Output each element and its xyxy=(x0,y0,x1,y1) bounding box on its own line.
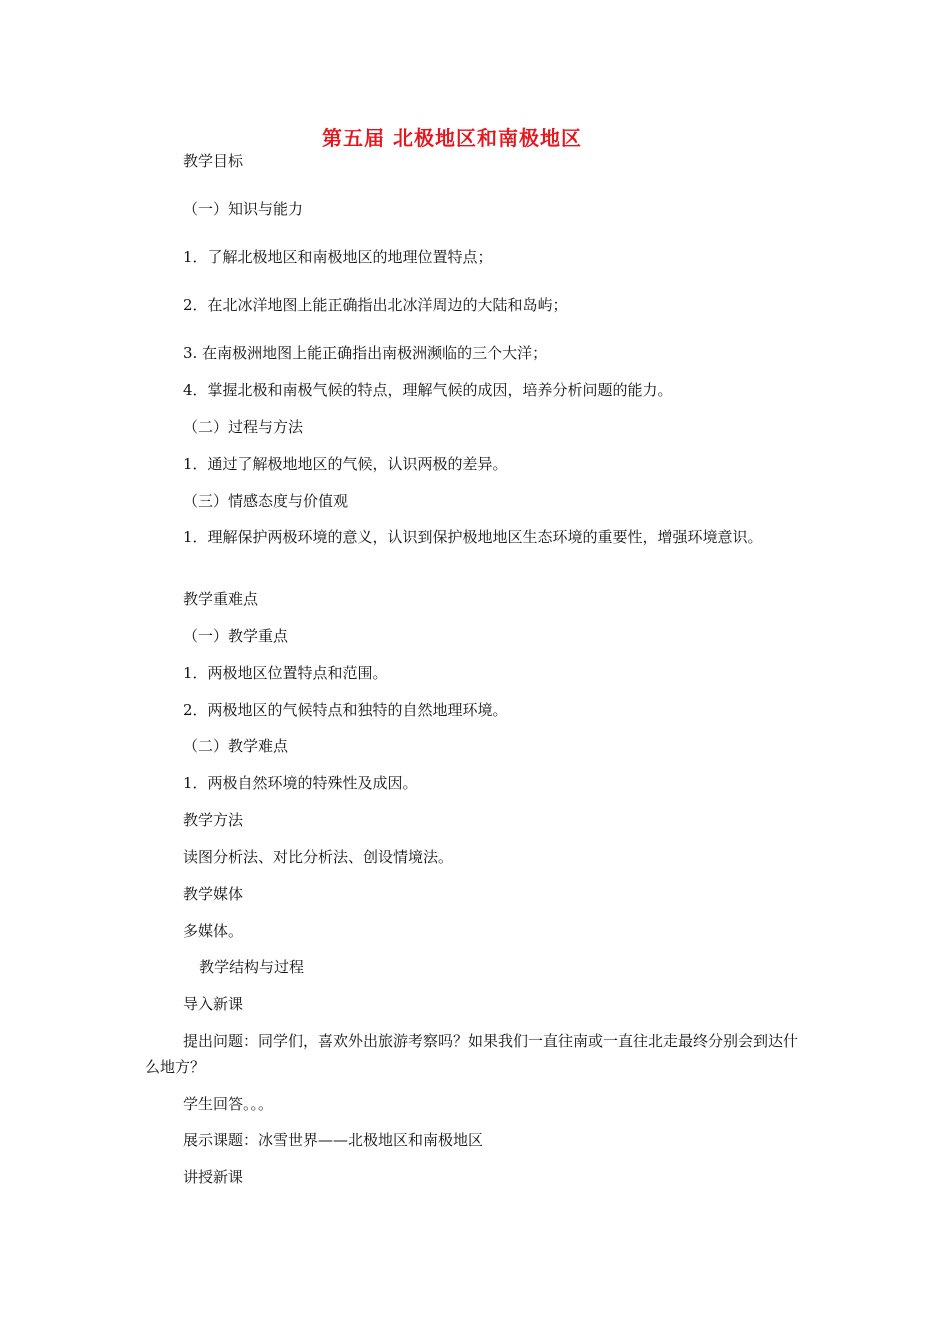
subsection-emotion-values: （三）情感态度与价值观 xyxy=(183,492,349,510)
section-heading-new-lesson: 讲授新课 xyxy=(183,1168,244,1186)
goal-item-3: 3. 在南极洲地图上能正确指出南极洲濒临的三个大洋； xyxy=(183,344,548,362)
student-answer-text: 学生回答。。。 xyxy=(183,1095,274,1113)
section-heading-introduction: 导入新课 xyxy=(183,995,244,1013)
subsection-key-points: （一）教学重点 xyxy=(183,627,289,645)
section-heading-teaching-goals: 教学目标 xyxy=(183,152,244,170)
topic-display-text: 展示课题：冰雪世界——北极地区和南极地区 xyxy=(183,1131,484,1149)
section-heading-teaching-media: 教学媒体 xyxy=(183,885,244,903)
teaching-media-text: 多媒体。 xyxy=(183,922,244,940)
document-title: 第五届 北极地区和南极地区 xyxy=(322,126,582,150)
subsection-knowledge-ability: （一）知识与能力 xyxy=(183,200,304,218)
section-heading-teaching-methods: 教学方法 xyxy=(183,811,244,829)
values-item-1: 1．理解保护两极环境的意义，认识到保护极地地区生态环境的重要性，增强环境意识。 xyxy=(183,528,763,546)
process-item-1: 1．通过了解极地地区的气候，认识两极的差异。 xyxy=(183,455,508,473)
key-point-item-1: 1．两极地区位置特点和范围。 xyxy=(183,664,388,682)
goal-item-1: 1．了解北极地区和南极地区的地理位置特点； xyxy=(183,248,493,266)
subsection-difficult-points: （二）教学难点 xyxy=(183,737,289,755)
section-heading-structure-process: 教学结构与过程 xyxy=(199,958,305,976)
teaching-methods-text: 读图分析法、对比分析法、创设情境法。 xyxy=(183,848,454,866)
goal-item-2: 2．在北冰洋地图上能正确指出北冰洋周边的大陆和岛屿； xyxy=(183,296,568,314)
question-paragraph: 提出问题：同学们，喜欢外出旅游考察吗？如果我们一直往南或一直往北走最终分别会到达什么地方？ xyxy=(145,1032,799,1076)
goal-item-4: 4．掌握北极和南极气候的特点，理解气候的成因，培养分析问题的能力。 xyxy=(183,381,673,399)
subsection-process-method: （二）过程与方法 xyxy=(183,418,304,436)
section-heading-key-points: 教学重难点 xyxy=(183,590,259,608)
difficult-point-item-1: 1．两极自然环境的特殊性及成因。 xyxy=(183,774,418,792)
key-point-item-2: 2．两极地区的气候特点和独特的自然地理环境。 xyxy=(183,701,508,719)
